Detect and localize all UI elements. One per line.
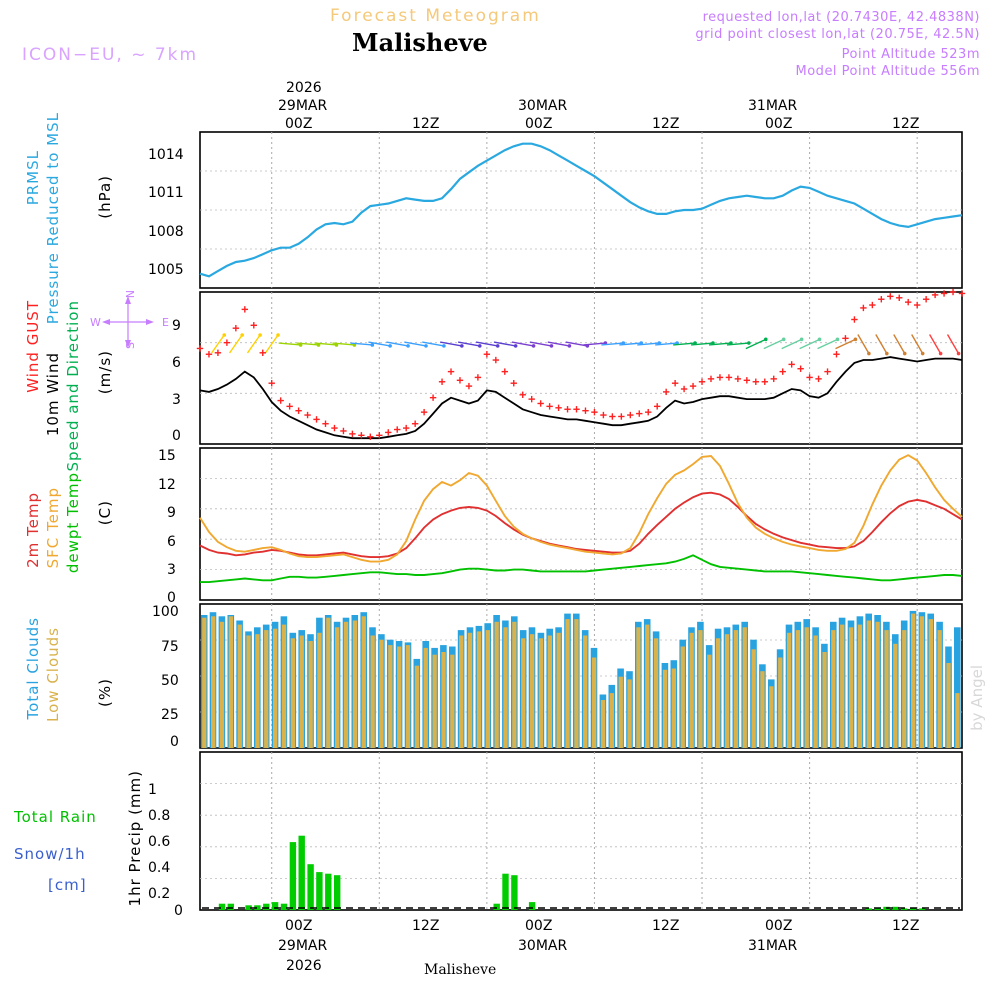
ytick-precip-1: 1	[148, 782, 157, 798]
model-point-altitude: Model Point Altitude 556m	[795, 64, 980, 79]
panel-clouds	[200, 604, 962, 748]
bottom-day-31: 31MAR	[748, 938, 798, 954]
panel-label-wind-gust: Wind GUST	[24, 300, 42, 393]
top-axis-12z-2: 12Z	[652, 116, 680, 132]
panel-unit-hpa: (hPa)	[96, 175, 114, 219]
compass-label-s: S	[124, 342, 137, 349]
ytick-precip-02: 0.2	[148, 886, 171, 902]
panel-label-10m-wind: 10m Wind	[44, 352, 62, 437]
ytick-prmsl-1011: 1011	[148, 185, 184, 201]
panel-unit-c: (C)	[96, 500, 114, 526]
ytick-precip-08: 0.8	[148, 808, 171, 824]
top-axis-00z-2: 00Z	[525, 116, 553, 132]
ytick-temp-6: 6	[167, 534, 176, 550]
ytick-prmsl-1014: 1014	[148, 147, 184, 163]
panel-label-sfc-temp: SFC Temp	[44, 487, 62, 569]
panel-precip	[200, 752, 962, 910]
requested-coords: requested lon,lat (20.7430E, 42.4838N)	[702, 10, 980, 25]
top-axis-12z-1: 12Z	[412, 116, 440, 132]
bottom-day-29: 29MAR	[278, 938, 328, 954]
bottom-day-30: 30MAR	[518, 938, 568, 954]
panel-label-low-clouds: Low Clouds	[44, 627, 62, 722]
ytick-clouds-75: 75	[161, 639, 179, 655]
point-altitude: Point Altitude 523m	[841, 47, 980, 62]
gridpoint-coords: grid point closest lon,lat (20.75E, 42.5N)	[695, 27, 980, 42]
compass-label-n: N	[124, 290, 137, 299]
top-axis-day-29: 29MAR	[278, 98, 328, 114]
ytick-precip-06: 0.6	[148, 834, 171, 850]
model-label: ICON−EU, ~ 7km	[22, 45, 199, 65]
ytick-wind-6: 6	[172, 355, 181, 371]
bottom-tick-00z-1: 00Z	[285, 918, 313, 934]
panel-label-total-rain: Total Rain	[14, 808, 97, 826]
panel-wind	[197, 289, 965, 444]
panel-label-snow: Snow/1h	[14, 845, 86, 863]
top-axis-year: 2026	[286, 80, 322, 96]
bottom-tick-12z-1: 12Z	[412, 918, 440, 934]
panel-temperature	[200, 448, 962, 600]
top-axis-day-30: 30MAR	[518, 98, 568, 114]
bottom-tick-12z-2: 12Z	[652, 918, 680, 934]
ytick-wind-9: 9	[172, 318, 181, 334]
ytick-precip-0: 0	[174, 903, 183, 919]
bottom-tick-00z-2: 00Z	[525, 918, 553, 934]
compass-label-e: E	[162, 316, 169, 329]
panel-label-2m-temp: 2m Temp	[24, 492, 42, 568]
ytick-temp-0: 0	[167, 590, 176, 606]
ytick-wind-3: 3	[172, 392, 181, 408]
ytick-temp-15: 15	[158, 448, 176, 464]
panel-unit-pct: (%)	[96, 678, 114, 707]
ytick-prmsl-1008: 1008	[148, 224, 184, 240]
panel-label-total-clouds: Total Clouds	[24, 617, 42, 720]
station-title: Malisheve	[352, 28, 488, 57]
ytick-precip-04: 0.4	[148, 860, 171, 876]
ytick-temp-3: 3	[167, 562, 176, 578]
forecast-title: Forecast Meteogram	[330, 6, 541, 26]
ytick-clouds-50: 50	[161, 673, 179, 689]
panel-unit-precip: 1hr Precip (mm)	[126, 770, 144, 907]
panel-label-speed-direction: Speed and Direction	[64, 300, 82, 472]
compass-label-w: W	[90, 316, 101, 329]
top-axis-00z-1: 00Z	[285, 116, 313, 132]
ytick-temp-9: 9	[167, 505, 176, 521]
ytick-prmsl-1005: 1005	[148, 262, 184, 278]
bottom-year: 2026	[286, 958, 322, 974]
ytick-clouds-25: 25	[161, 707, 179, 723]
bottom-tick-00z-3: 00Z	[765, 918, 793, 934]
panel-pressure	[200, 132, 962, 288]
panel-label-pressure-msl: Pressure Reduced to MSL	[44, 112, 62, 325]
panel-label-prmsl: PRMSL	[24, 150, 42, 206]
bottom-caption: Malisheve	[424, 962, 497, 978]
panel-label-dewpt-temp: dewpt Temp	[64, 472, 82, 574]
ytick-temp-12: 12	[158, 477, 176, 493]
panel-label-cm: [cm]	[48, 876, 87, 894]
ytick-clouds-100: 100	[152, 604, 179, 620]
top-axis-00z-3: 00Z	[765, 116, 793, 132]
bottom-tick-12z-3: 12Z	[892, 918, 920, 934]
top-axis-day-31: 31MAR	[748, 98, 798, 114]
panel-unit-ms: (m/s)	[96, 350, 114, 395]
ytick-wind-0: 0	[172, 428, 181, 444]
watermark: by Angel	[968, 665, 986, 731]
top-axis-12z-3: 12Z	[892, 116, 920, 132]
ytick-clouds-0: 0	[170, 734, 179, 750]
